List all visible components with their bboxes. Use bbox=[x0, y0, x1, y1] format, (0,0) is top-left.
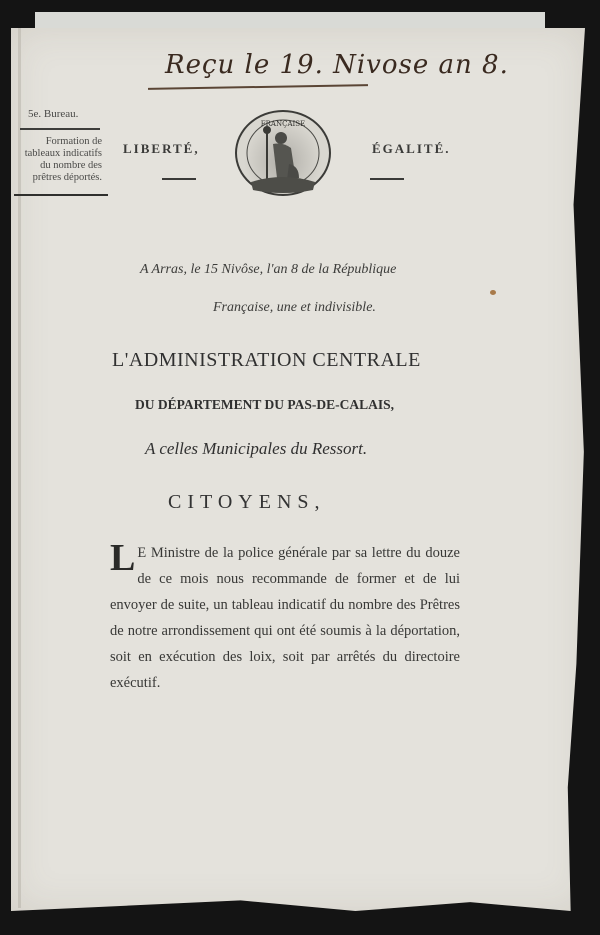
handwritten-receipt-note: Reçu le 19. Nivose an 8. bbox=[165, 50, 509, 80]
document-subtitle: DU DÉPARTEMENT DU PAS-DE-CALAIS, bbox=[135, 397, 395, 412]
date-line-continued: Française, une et indivisible. bbox=[213, 300, 376, 315]
margin-divider bbox=[20, 128, 100, 130]
paper-stain bbox=[490, 290, 496, 295]
drop-cap: L bbox=[110, 537, 136, 579]
margin-subject: Formation de tableaux indicatifs du nombre des prêtres déportés. bbox=[24, 136, 102, 183]
motto-egalite: ÉGALITÉ. bbox=[372, 141, 451, 156]
date-line: A Arras, le 15 Nivôse, l'an 8 de la République bbox=[140, 262, 397, 277]
svg-text:FRANÇAISE: FRANÇAISE bbox=[260, 120, 306, 128]
motto-dash-right bbox=[370, 178, 404, 180]
addressee: A celles Municipales du Ressort. bbox=[145, 439, 368, 458]
document-title: L'ADMINISTRATION CENTRALE bbox=[112, 349, 421, 371]
margin-note bbox=[14, 108, 106, 196]
motto-liberte: LIBERTÉ, bbox=[123, 141, 200, 156]
salutation: CITOYENS, bbox=[168, 491, 326, 513]
bureau-label: 5e. Bureau. bbox=[28, 108, 79, 120]
body-text: E Ministre de la police générale par sa lettre du douze de ce mois nous recommande de former et de lui envoyer de suite, un tableau indicatif du nombre des Prêtres de notre arrondissement qui ont été soumis à la déportation, soit en exécution des loix, soit par arrêtés du directoire exécutif. bbox=[110, 545, 460, 691]
republic-seal-icon bbox=[235, 110, 331, 196]
margin-divider-bottom bbox=[14, 194, 108, 196]
motto-dash-left bbox=[162, 178, 196, 180]
body-paragraph bbox=[110, 537, 460, 696]
